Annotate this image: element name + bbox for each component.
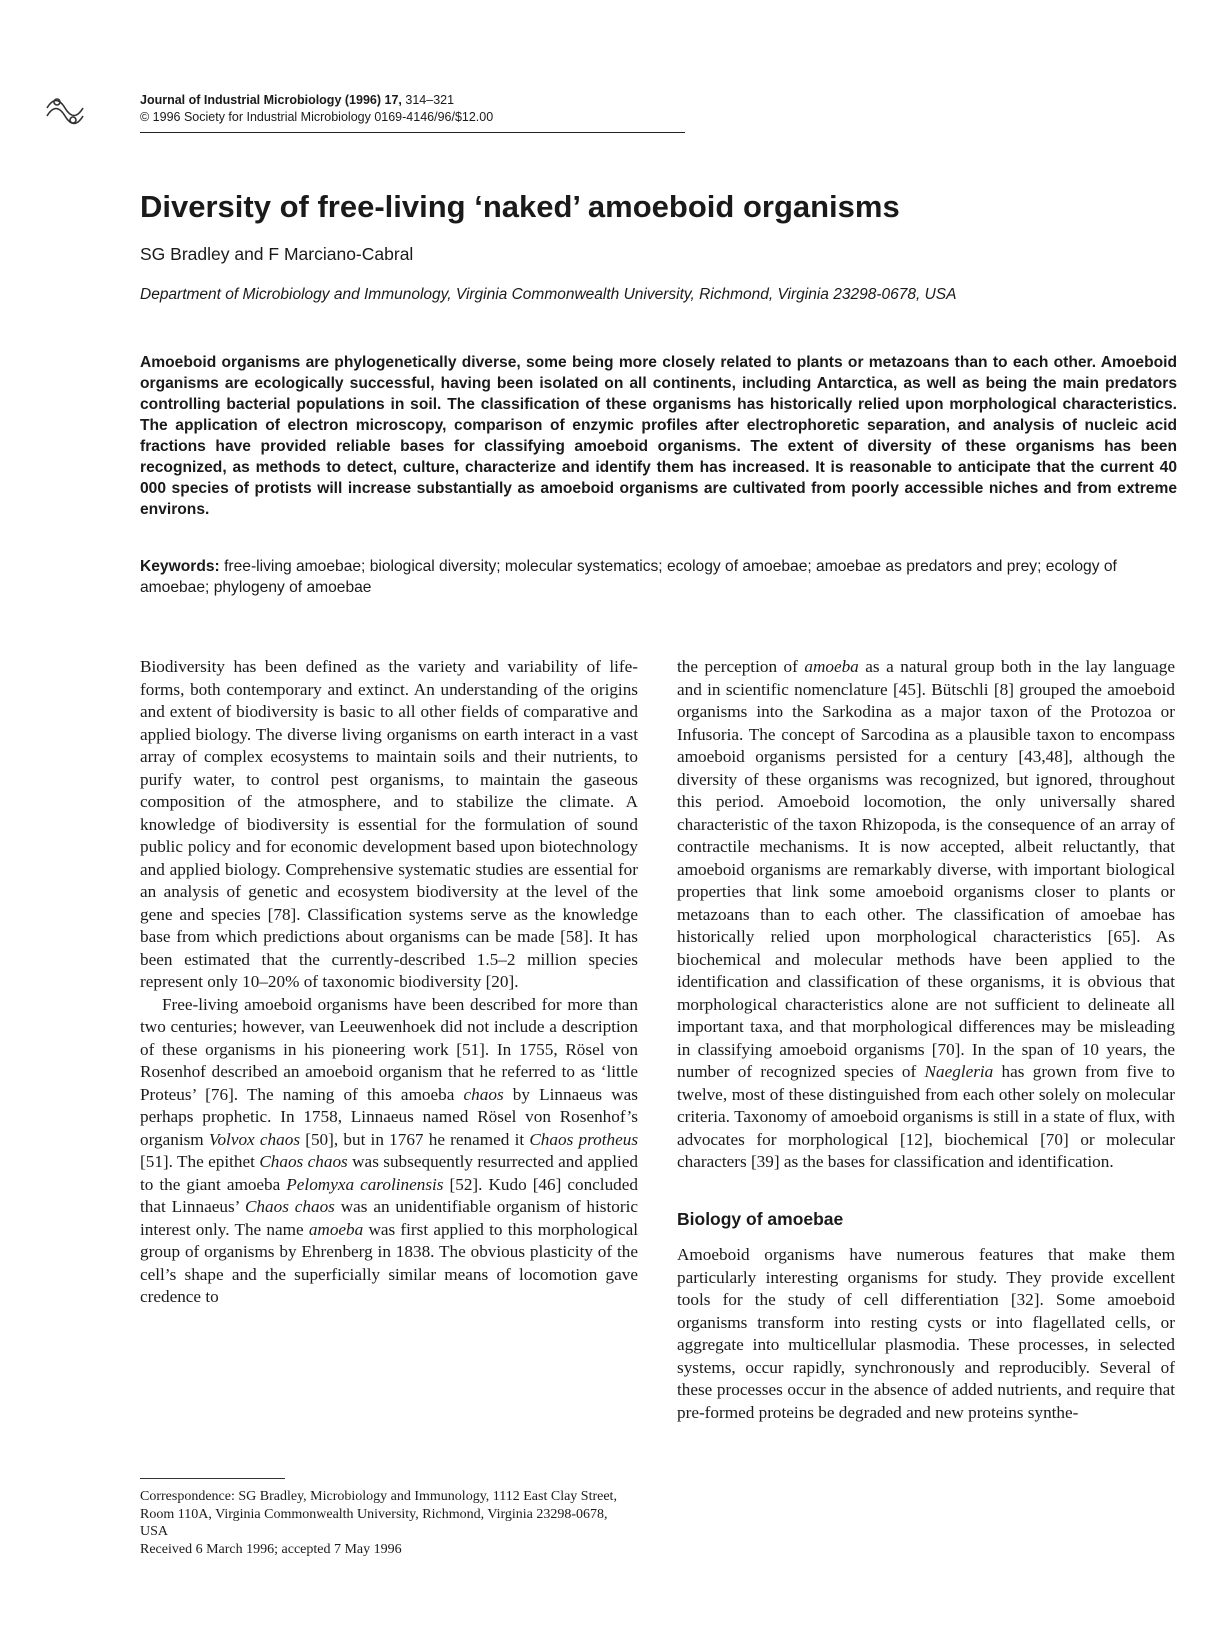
text-run: [50], but in 1767 he renamed it xyxy=(300,1129,530,1149)
text-run: the perception of xyxy=(677,657,805,676)
journal-volume: 17, xyxy=(384,93,402,107)
author-affiliation: Department of Microbiology and Immunology, Virginia Commonwealth University, Richmond, Virginia 23298-0678, USA xyxy=(140,286,957,303)
text-run: as a natural group both in the lay language and in scientific nomenclature [45]. Bütschli [8] grouped the amoeboid organisms into the Sarkodina as a major taxon of the Protozoa or Infusoria. The concept of Sarcodina as a plausible taxon to encompass amoeboid organisms persisted for a century [43,48], although the diversity of these organisms was recognized, but ignored, throughout this period. Amoeboid locomotion, the only universally shared characteristic of the taxon Rhizopoda, is the consequence of an array of contractile mechanisms. It is now accepted, albeit reluctantly, that amoeboid organisms are remarkably diverse, with important biological properties that link some amoeboid organisms closer to plants or metazoans than to each other. The classification of amoebae has historically relied upon morphological characteristics [65]. As biochemical and molecular methods have been applied to the identification and classification of these organisms, it is obvious that morphological characteristics alone are not sufficient to delineate all important taxa, and that morphological differences may be misleading in classifying amoeboid organisms [70]. In the span of 10 years, the number of recognized species of xyxy=(677,657,1175,1081)
italic-term: amoeba xyxy=(804,657,859,676)
received-note: Received 6 March 1996; accepted 7 May 1996 xyxy=(140,1541,402,1557)
journal-citation xyxy=(140,92,493,126)
journal-pages: 314–321 xyxy=(405,93,455,107)
italic-term: Chaos chaos xyxy=(244,1197,335,1216)
body-paragraph xyxy=(140,994,638,1309)
italic-term: Naegleria xyxy=(924,1062,994,1081)
text-run: Free-living amoeboid organisms have been described for more than two centuries; however, van Leeuwenhoek did not include a description of these organisms in his pioneering work [51]. In 1755, Rösel von Rosenhof described an amoeboid organism that he referred to as ‘little Proteus’ [76]. The naming of this amoeba xyxy=(140,994,638,1104)
abstract: Amoeboid organisms are phylogenetically diverse, some being more closely related to plants or metazoans than to each other. Amoeboid organisms are ecologically successful, having been isolated on all continents, including Antarctica, as well as being the main predators controlling bacterial populations in soil. The classification of these organisms has historically relied upon morphological characteristics. The application of electron microscopy, comparison of enzymic profiles after electrophoretic separation, and analysis of nucleic acid fractions have provided reliable bases for classifying amoeboid organisms. The extent of diversity of these organisms has been recognized, as methods to detect, culture, characterize and identify them has increased. It is reasonable to anticipate that the current 40 000 species of protists will increase substantially as amoeboid organisms are cultivated from poorly accessible niches and from extreme environs. xyxy=(140,354,1177,518)
text-run: by Linnaeus was perhaps prophetic. In 1758, Linnaeus named Rösel von Rosenhof’s organism xyxy=(140,1084,638,1149)
keywords-text: free-living amoebae; biological diversity; molecular systematics; ecology of amoebae; amoebae as predators and prey; ecology of amoebae; phylogeny of amoebae xyxy=(140,558,1117,596)
italic-term: Chaos chaos xyxy=(259,1152,348,1171)
header-divider xyxy=(140,132,685,133)
italic-term: chaos xyxy=(463,1084,504,1104)
body-paragraph: Biodiversity has been defined as the variety and variability of life-forms, both contemporary and extinct. An understanding of the origins and extent of biodiversity is basic to all other fields of comparative and applied biology. The diverse living organisms on earth interact in a vast array of complex ecosystems to maintain soils and their nutrients, to purify water, to control pest organisms, to maintain the gaseous composition of the atmosphere, and to stabilize the climate. A knowledge of biodiversity is essential for the formulation of sound public policy and for economic development based upon biotechnology and applied biology. Comprehensive systematic studies are essential for an analysis of genetic and ecosystem biodiversity at the level of the gene and species [78]. Classification systems serve as the knowledge base from which predictions about organisms can be made [58]. It has been estimated that the currently-described 1.5–2 million species represent only 10–20% of taxonomic biodiversity [20]. xyxy=(140,657,638,991)
text-run: [51]. The epithet xyxy=(140,1152,260,1171)
article-authors: SG Bradley and F Marciano-Cabral xyxy=(140,244,414,264)
text-run: was an unidentifiable organism of historic interest only. The name xyxy=(140,1197,638,1239)
body-paragraph: Amoeboid organisms have numerous features that make them particularly interesting organisms for study. They provide excellent tools for the study of cell differentiation [32]. Some amoeboid organisms transform into resting cysts or into flagellated cells, or aggregate into multicellular plasmodia. These processes, in selected systems, occur rapidly, synchronously and reproducibly. Several of these processes occur in the absence of added nutrients, and require that pre-formed proteins be degraded and new proteins synthe- xyxy=(677,1245,1175,1422)
correspondence-note: Correspondence: SG Bradley, Microbiology and Immunology, 1112 East Clay Street, Room 110A, Virginia Commonwealth University, Richmond, Virginia 23298-0678, USA xyxy=(140,1489,617,1539)
section-heading: Biology of amoebae xyxy=(677,1208,844,1229)
footnote-divider xyxy=(140,1478,285,1479)
text-run: was subsequently resurrected and applied to the giant amoeba xyxy=(140,1152,638,1194)
journal-name: Journal of Industrial Microbiology xyxy=(140,93,342,107)
italic-term: Chaos protheus xyxy=(529,1129,639,1149)
journal-year: (1996) xyxy=(344,93,382,107)
body-paragraph xyxy=(677,656,1175,1174)
society-logo-icon xyxy=(45,94,85,128)
article-title: Diversity of free-living ‘naked’ amoeboid organisms xyxy=(140,189,900,224)
italic-term: Pelomyxa carolinensis xyxy=(286,1174,444,1194)
text-run: has grown from five to twelve, most of these distinguished from each other solely on molecular criteria. Taxonomy of amoeboid organisms is still in a state of flux, with advocates for morphological [12], biochemical [70] or molecular characters [39] as the bases for classification and identification. xyxy=(677,1062,1175,1171)
keywords xyxy=(140,556,1177,598)
body-column-left xyxy=(140,656,638,1309)
text-run: [52]. Kudo [46] concluded that Linnaeus’ xyxy=(140,1174,638,1216)
italic-term: Volvox chaos xyxy=(208,1129,301,1149)
text-run: was first applied to this morphological group of organisms by Ehrenberg in 1838. The obvious plasticity of the cell’s shape and the superficially similar means of locomotion gave credence to xyxy=(140,1219,638,1306)
footnote xyxy=(140,1488,638,1558)
copyright-line: © 1996 Society for Industrial Microbiology 0169-4146/96/$12.00 xyxy=(140,110,494,124)
body-column-right xyxy=(677,656,1175,1424)
italic-term: amoeba xyxy=(308,1219,364,1239)
keywords-label: Keywords: xyxy=(140,558,220,575)
